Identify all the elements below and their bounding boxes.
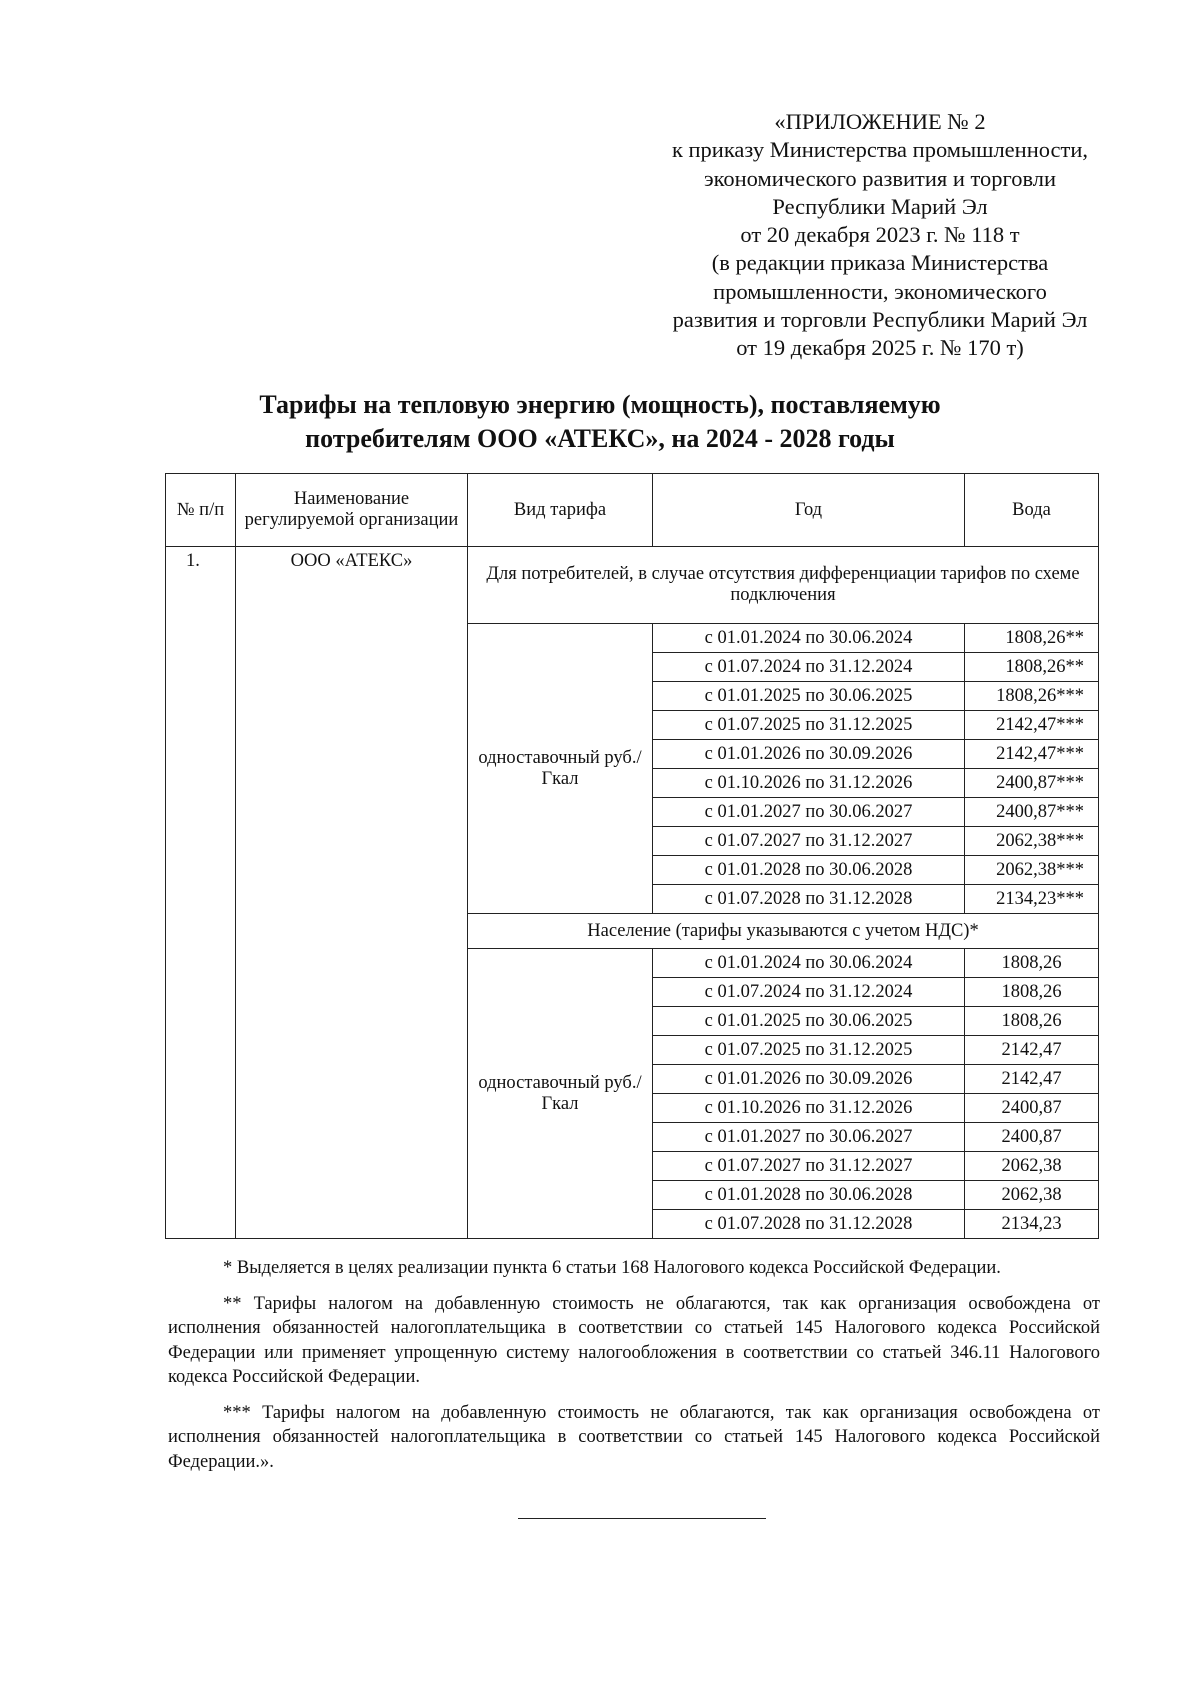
header-year: Год — [653, 474, 965, 547]
title-line-1: Тарифы на тепловую энергию (мощность), поставляемую — [259, 390, 941, 419]
header-water: Вода — [965, 474, 1099, 547]
period-cell: с 01.01.2025 по 30.06.2025 — [653, 1007, 965, 1036]
category-row — [166, 547, 1099, 624]
footnote-2: ** Тарифы налогом на добавленную стоимость не облагаются, так как организация освобождена от исполнения обязанностей налогоплательщика в соответствии со статьей 145 Налогового кодекса Российской Федерации или применяет упрощенную систему налогообложения в соответствии со статьей 346.11 Налогового кодекса Российской Федерации. — [168, 1293, 1100, 1387]
footnote-3: *** Тарифы налогом на добавленную стоимость не облагаются, так как организация освобождена от исполнения обязанностей налогоплательщика в соответствии со статьей 145 Налогового кодекса Российской Федерации.». — [168, 1402, 1100, 1472]
period-cell: с 01.07.2025 по 31.12.2025 — [653, 711, 965, 740]
consumer-category: Для потребителей, в случае отсутствия дифференциации тарифов по схеме подключения — [468, 547, 1099, 624]
water-value-cell: 1808,26 — [965, 978, 1099, 1007]
water-value-cell: 2062,38 — [965, 1181, 1099, 1210]
water-value-cell: 2142,47*** — [965, 740, 1099, 769]
water-value-cell: 2062,38*** — [965, 827, 1099, 856]
water-value-cell: 1808,26 — [965, 949, 1099, 978]
period-cell: с 01.01.2026 по 30.09.2026 — [653, 1065, 965, 1094]
appendix-line: (в редакции приказа Министерства — [711, 250, 1049, 276]
period-cell: с 01.07.2027 по 31.12.2027 — [653, 1152, 965, 1181]
water-value-cell: 2134,23*** — [965, 885, 1099, 914]
water-value-cell: 1808,26 — [965, 1007, 1099, 1036]
water-value-cell: 2142,47 — [965, 1065, 1099, 1094]
period-cell: с 01.07.2027 по 31.12.2027 — [653, 827, 965, 856]
appendix-line: развития и торговли Республики Марий Эл — [672, 307, 1088, 333]
table-header-row — [166, 474, 1099, 547]
org-name: ООО «АТЕКС» — [236, 547, 468, 1239]
water-value-cell: 1808,26** — [965, 653, 1099, 682]
period-cell: с 01.01.2026 по 30.09.2026 — [653, 740, 965, 769]
appendix-header — [640, 108, 1120, 363]
water-value-cell: 2400,87 — [965, 1094, 1099, 1123]
footnotes — [168, 1256, 1100, 1485]
water-value-cell: 2062,38*** — [965, 856, 1099, 885]
water-value-cell: 2142,47*** — [965, 711, 1099, 740]
page-title — [160, 388, 1040, 456]
period-cell: с 01.01.2028 по 30.06.2028 — [653, 1181, 965, 1210]
consumer-category: Население (тарифы указываются с учетом НДС)* — [468, 914, 1099, 949]
tariff-type: одноставочный руб./Гкал — [468, 949, 653, 1239]
water-value-cell: 2400,87 — [965, 1123, 1099, 1152]
appendix-line: от 20 декабря 2023 г. № 118 т — [740, 222, 1020, 248]
period-cell: с 01.07.2024 по 31.12.2024 — [653, 653, 965, 682]
water-value-cell: 2142,47 — [965, 1036, 1099, 1065]
row-number: 1. — [166, 547, 236, 1239]
tariff-type: одноставочный руб./Гкал — [468, 624, 653, 914]
water-value-cell: 2062,38 — [965, 1152, 1099, 1181]
header-num: № п/п — [166, 474, 236, 547]
header-org: Наименование регулируемой организации — [236, 474, 468, 547]
period-cell: с 01.07.2028 по 31.12.2028 — [653, 885, 965, 914]
water-value-cell: 1808,26** — [965, 624, 1099, 653]
tariffs-table — [165, 473, 1099, 1239]
closing-divider — [518, 1518, 766, 1519]
period-cell: с 01.07.2028 по 31.12.2028 — [653, 1210, 965, 1239]
period-cell: с 01.10.2026 по 31.12.2026 — [653, 1094, 965, 1123]
footnote-1: * Выделяется в целях реализации пункта 6 статьи 168 Налогового кодекса Российской Федерации. — [223, 1258, 1001, 1278]
period-cell: с 01.01.2027 по 30.06.2027 — [653, 1123, 965, 1152]
water-value-cell: 1808,26*** — [965, 682, 1099, 711]
appendix-line: к приказу Министерства промышленности, — [671, 137, 1089, 163]
header-tariff-type: Вид тарифа — [468, 474, 653, 547]
appendix-line: экономического развития и торговли — [703, 165, 1057, 191]
water-value-cell: 2400,87*** — [965, 798, 1099, 827]
period-cell: с 01.07.2025 по 31.12.2025 — [653, 1036, 965, 1065]
period-cell: с 01.07.2024 по 31.12.2024 — [653, 978, 965, 1007]
appendix-line: «ПРИЛОЖЕНИЕ № 2 — [774, 109, 986, 134]
period-cell: с 01.01.2024 по 30.06.2024 — [653, 949, 965, 978]
water-value-cell: 2134,23 — [965, 1210, 1099, 1239]
appendix-line: промышленности, экономического — [713, 278, 1047, 304]
period-cell: с 01.01.2025 по 30.06.2025 — [653, 682, 965, 711]
period-cell: с 01.01.2027 по 30.06.2027 — [653, 798, 965, 827]
period-cell: с 01.01.2028 по 30.06.2028 — [653, 856, 965, 885]
period-cell: с 01.01.2024 по 30.06.2024 — [653, 624, 965, 653]
title-line-2: потребителям ООО «АТЕКС», на 2024 - 2028 годы — [305, 424, 895, 453]
period-cell: с 01.10.2026 по 31.12.2026 — [653, 769, 965, 798]
appendix-line: от 19 декабря 2025 г. № 170 т) — [736, 335, 1024, 361]
appendix-line: Республики Марий Эл — [772, 193, 988, 219]
water-value-cell: 2400,87*** — [965, 769, 1099, 798]
